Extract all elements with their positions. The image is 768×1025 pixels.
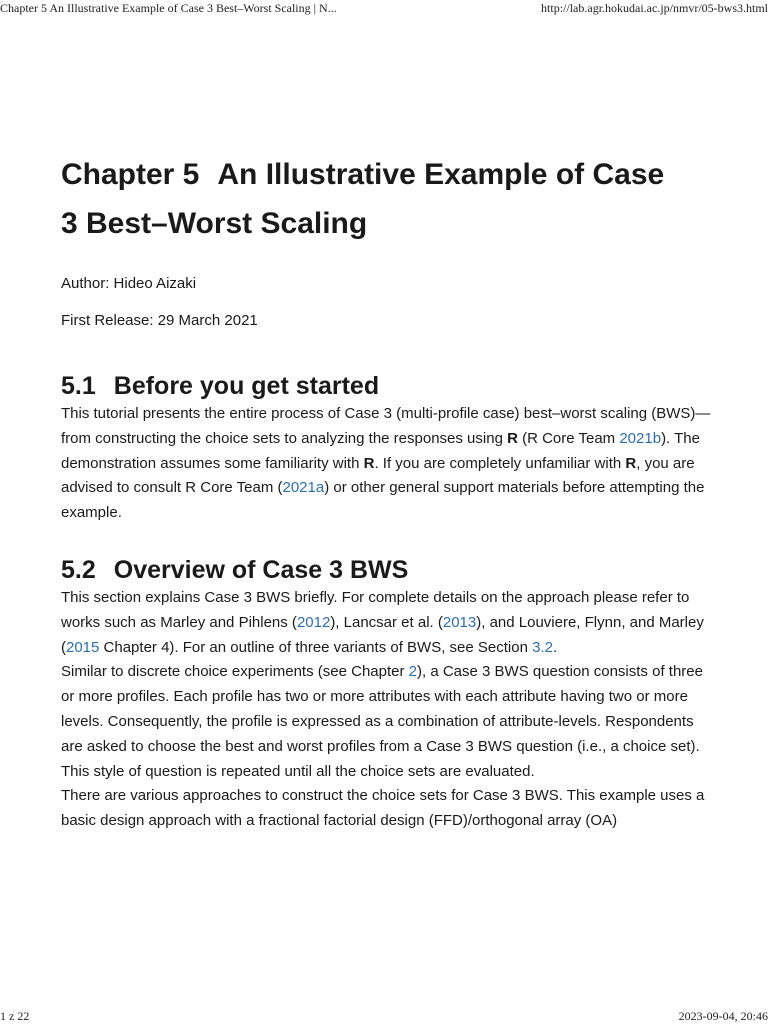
print-footer (0, 1009, 768, 1025)
text-run: ), and Louviere, Flynn, and Marley ( (61, 613, 704, 656)
page-counter: 1 z 22 (0, 1009, 30, 1023)
paragraph-intro (61, 402, 711, 526)
paragraph-overview (61, 586, 711, 660)
citation-link-2013[interactable]: 2013 (442, 613, 477, 631)
citation-link-2021b[interactable]: 2021b (619, 429, 662, 447)
text-run: ), Lancsar et al. ( (330, 613, 443, 631)
section-link-3-2[interactable]: 3.2 (532, 638, 553, 656)
text-run: There are various approaches to construct the choice sets for Case 3 BWS. This example uses a basic design approach with a fractional factorial design (FFD)/orthogonal array (OA) (61, 787, 705, 830)
chapter-title-line1: An Illustrative Example of Case (217, 158, 665, 191)
r-language-name: R (625, 454, 637, 472)
citation-link-2015[interactable]: 2015 (66, 638, 100, 656)
text-run: . If you are completely unfamiliar with (374, 454, 626, 472)
citation-link-2012[interactable]: 2012 (296, 613, 331, 631)
r-language-name: R (507, 429, 518, 447)
chapter-number: Chapter 5 (61, 158, 200, 191)
section-title: Overview of Case 3 BWS (113, 555, 409, 584)
chapter-link-2[interactable]: 2 (408, 663, 417, 681)
section-heading-5-2 (61, 554, 711, 586)
chapter-title (61, 150, 711, 248)
section-title: Before you get started (113, 372, 380, 400)
print-header-title: Chapter 5 An Illustrative Example of Case 3 Best–Worst Scaling | N... (0, 1, 337, 15)
text-run: This tutorial presents the entire process of Case 3 (multi-profile case) best–worst scaling (BWS)—from constructing the choice sets to analyzing the responses using (61, 405, 711, 447)
paragraph-case3-question (61, 660, 711, 784)
text-run: Chapter 4). For an outline of three variants of BWS, see Section (99, 638, 533, 656)
text-run: . (552, 638, 558, 656)
print-header (0, 1, 768, 17)
text-run: ) or other general support materials before attempting the example. (61, 479, 705, 522)
paragraph-design-approach (61, 784, 711, 834)
text-run: ), a Case 3 BWS question consists of three or more profiles. Each profile has two or more attributes with each attribute having two or more levels. Consequently, the profile is expressed as a combination of attribute-levels. Respondents are asked to choose the best and worst profiles from a Case 3 BWS question (i.e., a choice set). This style of question is repeated until all the choice sets are evaluated. (61, 663, 703, 780)
section-number: 5.1 (61, 372, 96, 400)
section-heading-5-1 (61, 370, 711, 402)
section-number: 5.2 (61, 555, 96, 584)
text-run: This section explains Case 3 BWS briefly. For complete details on the approach please refer to works such as Marley and Pihlens ( (61, 588, 690, 631)
document-content (61, 150, 711, 834)
chapter-title-line2: 3 Best–Worst Scaling (61, 207, 368, 240)
text-run: Similar to discrete choice experiments (see Chapter (61, 663, 409, 681)
print-datetime: 2023-09-04, 20:46 (678, 1009, 768, 1023)
print-header-url: http://lab.agr.hokudai.ac.jp/nmvr/05-bws3.html (541, 1, 768, 15)
text-run: (R Core Team (517, 429, 620, 447)
citation-link-2021a[interactable]: 2021a (282, 479, 325, 497)
text-run: ). The demonstration assumes some familiarity with (61, 429, 700, 472)
author-line: Author: Hideo Aizaki (61, 275, 197, 292)
text-run: , you are advised to consult R Core Team ( (61, 454, 695, 497)
release-line: First Release: 29 March 2021 (61, 312, 258, 329)
r-language-name: R (363, 454, 375, 472)
